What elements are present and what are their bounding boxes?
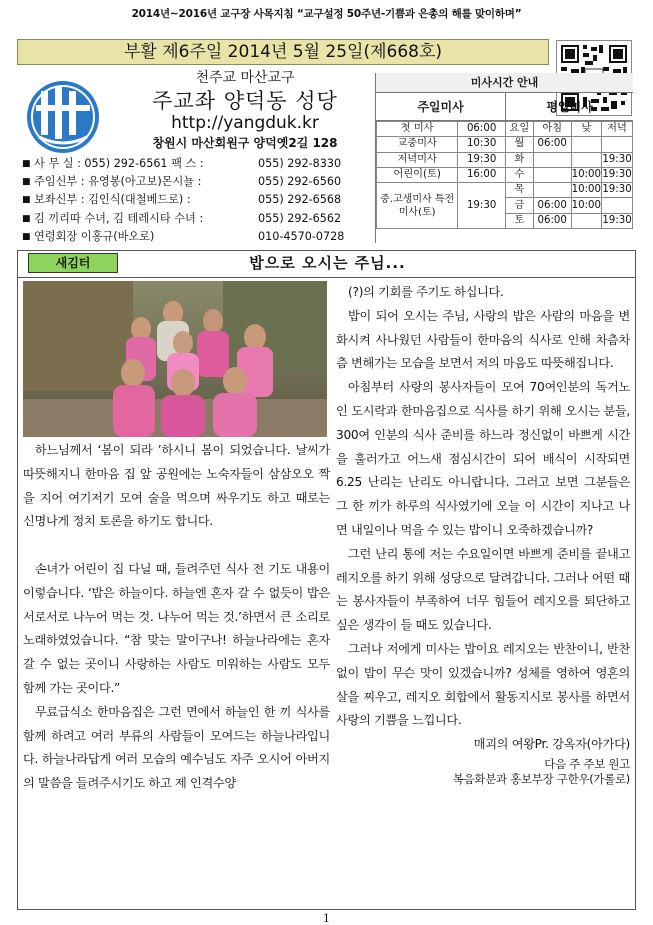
weekday-day: 수 xyxy=(505,167,533,182)
pastoral-motto: 2014년~2016년 교구장 사목지침 “교구설정 50주년-기쁨과 은총의 해를 맞이하며” xyxy=(131,8,522,20)
contact-number: 055) 292-8330 xyxy=(258,157,342,170)
church-name: 주교좌 양덕동 성당 xyxy=(152,89,338,113)
weekday-mass-header: 평일미사 xyxy=(506,93,633,121)
weekday-noon: 10:00 xyxy=(571,167,601,182)
mass-schedule-title: 미사시간 안내 xyxy=(376,73,633,93)
weekday-evening: 19:30 xyxy=(602,213,633,228)
contact-number: 010-4570-0728 xyxy=(258,229,345,243)
page-number: 1 xyxy=(323,912,330,925)
table-row xyxy=(377,183,633,198)
contact-label: 보좌신부 : 김인식(대철베드로) : xyxy=(34,193,191,207)
weekday-day: 토 xyxy=(505,213,533,228)
article-paragraph: 아침부터 사랑의 봉사자들이 모여 70여인분의 독거노인 도시락과 한마음집으로 식사를 하기 위해 오시는 분들, 300여 인분의 식사 준비를 하느라 정신없이 바쁘게 시간을 훌러가고 어느새 점심시간이 되어 배식이 시작되면 6.25 난리는 난리도 아니랍니다. 그러고 보면 그분들은 그 한 끼가 하루의 식사였기에 오늘 이 시간이 지나고 나면 내일이나 먹을 수 있는 밥이니 오죽하겠습니까? xyxy=(336,380,630,537)
table-row xyxy=(377,167,633,182)
contact-row xyxy=(22,155,375,173)
sunday-mass-time: 19:30 xyxy=(458,183,506,229)
col-header-noon: 낮 xyxy=(571,122,601,137)
paragraph-gap xyxy=(23,534,330,558)
weekday-day: 목 xyxy=(505,183,533,198)
table-row xyxy=(377,152,633,167)
sunday-mass-time: 19:30 xyxy=(458,152,506,167)
col-header-evening: 저녁 xyxy=(602,122,633,137)
weekday-noon xyxy=(571,152,601,167)
church-address: 창원시 마산회원구 양덕옛2길 128 xyxy=(152,136,338,150)
sunday-mass-time: 10:30 xyxy=(458,137,506,152)
sunday-mass-time: 16:00 xyxy=(458,167,506,182)
contact-label: 주임신부 : 유영봉(아고보)몬시뇰 : xyxy=(34,175,202,189)
article-title: 밥으로 오시는 주님... xyxy=(249,254,406,272)
weekday-morning xyxy=(533,183,571,198)
church-url[interactable]: http://yangduk.kr xyxy=(171,113,319,133)
next-writer-name: 복음화분과 홍보부장 구한우(가롤로) xyxy=(452,771,630,786)
contact-list xyxy=(22,155,375,246)
weekday-noon xyxy=(571,213,601,228)
contact-number: 055) 292-6562 xyxy=(258,211,342,225)
article-paragraph: 밥이 되어 오시는 주님, 사랑의 밥은 사람의 마음을 변화시켜 사나웠던 사람들이 한마음의 식사로 인해 차츰차츰 변해가는 모습을 보면서 저의 마음도 따뜻해집니다. xyxy=(336,308,630,371)
article-column-left xyxy=(23,439,330,796)
weekday-day: 월 xyxy=(505,137,533,152)
article-paragraph: 그러나 저에게 미사는 밥이요 레지오는 반찬이니, 반찬 없이 밥이 무슨 맛이 있겠습니까? 성체를 영하여 영혼의 살을 찌우고, 레지오 회합에서 활동지시로 봉사를 하면서 사랑의 기쁨을 느낍니다. xyxy=(336,641,630,728)
square-bullet-icon: ■ xyxy=(22,213,31,224)
weekday-evening: 19:30 xyxy=(602,152,633,167)
weekday-evening xyxy=(602,137,633,152)
next-writer-label: 다음 주 주보 원고 xyxy=(544,756,630,771)
weekday-morning: 06:00 xyxy=(533,198,571,213)
square-bullet-icon: ■ xyxy=(22,195,31,206)
weekday-morning xyxy=(533,152,571,167)
article-paragraph: 무료급식소 한마음집은 그런 면에서 하늘인 한 끼 식사를 함께 하려고 여러 부류의 사람들이 모여드는 하늘나라입니다. 하늘나라답게 여러 모습의 예수님도 자주 오시어 아버지의 말씀을 들려주시기도 하고 제 인격수양 xyxy=(23,704,330,791)
square-bullet-icon: ■ xyxy=(22,159,31,169)
article-paragraph: 하느님께서 ‘봄이 되라 ’하시니 봄이 되었습니다. 날씨가 따뜻해지니 한마음 집 앞 공원에는 노숙자들이 삼삼오오 짝을 지어 여기저기 모여 술을 먹으며 싸우기도 하고 때로는 신명나게 정치 토론을 하기도 합니다. xyxy=(23,443,330,529)
contact-label: 김 끼리따 수녀, 김 테레시타 수녀 : xyxy=(34,211,204,225)
mass-schedule xyxy=(375,73,632,243)
sunday-mass-name: 어린이(토) xyxy=(377,167,458,182)
square-bullet-icon: ■ xyxy=(22,177,31,188)
table-row xyxy=(377,122,633,137)
sunday-mass-name: 첫 미사 xyxy=(377,122,458,137)
weekday-noon: 10:00 xyxy=(571,198,601,213)
sunday-mass-time: 06:00 xyxy=(458,122,506,137)
contact-row xyxy=(22,173,375,191)
weekday-evening xyxy=(602,198,633,213)
weekday-morning xyxy=(533,167,571,182)
church-info xyxy=(17,65,375,245)
contact-number: 055) 292-6568 xyxy=(258,193,342,207)
contact-row xyxy=(22,191,375,209)
author-signature: 매괴의 여왕Pr. 강옥자(아가다) xyxy=(473,737,630,752)
contact-row xyxy=(22,228,375,246)
article-column-right xyxy=(336,281,630,787)
article-paragraph: 손녀가 어린이 집 다닐 때, 들려주던 식사 전 기도 내용이 이렇습니다. ‘밥은 하늘이다. 하늘엔 혼자 갈 수 없듯이 밥은 서로서로 나누어 먹는 것. 나누어 먹는 것.’하면서 큰 소리로 노래하였었습니다. “참 맞는 말이구나! 하늘나라에는 혼자 갈 수 없는 곳이니 사랑하는 사람도 미워하는 사람도 모두 함께 가는 곳이다.” xyxy=(23,561,330,695)
article-paragraph: (?)의 기회를 주기도 하십니다. xyxy=(348,285,504,299)
divider xyxy=(18,277,635,278)
weekday-noon: 10:00 xyxy=(571,183,601,198)
contact-row xyxy=(22,210,375,228)
contact-label: 사 무 실 : 055) 292-6561 팩 스 : xyxy=(34,157,204,170)
square-bullet-icon: ■ xyxy=(22,231,31,242)
weekday-noon xyxy=(571,137,601,152)
sunday-mass-name: 교중미사 xyxy=(377,137,458,152)
mass-table xyxy=(376,121,633,229)
article xyxy=(17,250,636,910)
weekday-day: 금 xyxy=(505,198,533,213)
section-tag: 새김터 xyxy=(28,253,118,273)
bulletin-title: 부활 제6주일 2014년 5월 25일(제668호) xyxy=(17,39,549,65)
sunday-mass-header: 주일미사 xyxy=(376,93,506,121)
weekday-morning: 06:00 xyxy=(533,137,571,152)
table-row xyxy=(377,137,633,152)
church-logo-icon xyxy=(25,79,101,155)
sunday-mass-name: 저녁미사 xyxy=(377,152,458,167)
contact-label: 연령회장 이홍규(바오로) xyxy=(34,229,155,243)
sunday-mass-name: 중.고생미사 특전미사(토) xyxy=(377,183,458,229)
col-header-morning: 아침 xyxy=(533,122,571,137)
diocese-name: 천주교 마산교구 xyxy=(195,70,295,86)
contact-number: 055) 292-6560 xyxy=(258,175,342,189)
weekday-day: 화 xyxy=(505,152,533,167)
weekday-evening: 19:30 xyxy=(602,167,633,182)
article-paragraph: 그런 난리 통에 저는 수요일이면 바쁘게 준비를 끝내고 레지오를 하기 위해 성당으로 달려갑니다. 그러나 어떤 때는 봉사자들이 부족하여 너무 힘들어 레지오를 퇴단하고 싶은 생각이 들 때도 있습니다. xyxy=(336,546,630,633)
weekday-morning: 06:00 xyxy=(533,213,571,228)
weekday-evening: 19:30 xyxy=(602,183,633,198)
volunteers-photo xyxy=(23,281,327,437)
col-header-day: 요일 xyxy=(505,122,533,137)
